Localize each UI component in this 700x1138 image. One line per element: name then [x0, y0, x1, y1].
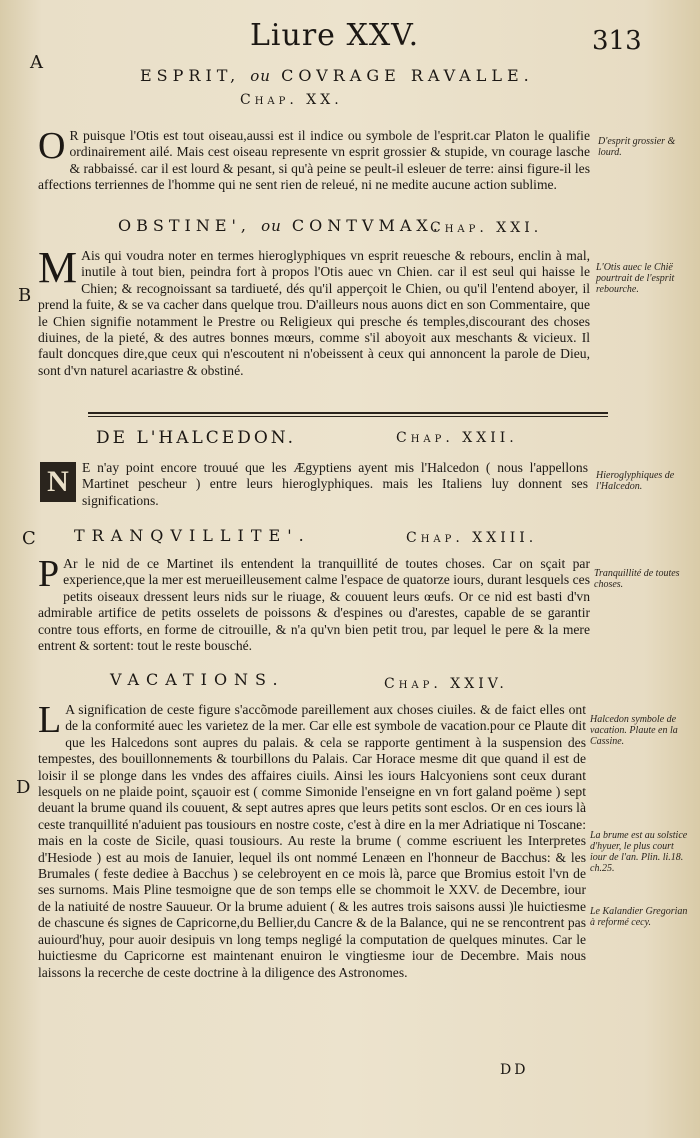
section-title: DE L'HALCEDON.: [96, 428, 296, 448]
margin-note: Tranquillité de toutes choses.: [594, 568, 680, 590]
signature-mark: DD: [500, 1062, 529, 1078]
margin-letter-a: A: [30, 52, 43, 73]
margin-note: L'Otis auec le Chië pourtrait de l'esprit rebourche.: [596, 262, 675, 295]
margin-letter-b: B: [18, 285, 32, 306]
chapter-heading: Chap. XXII.: [396, 430, 518, 446]
drop-cap: O: [38, 125, 66, 167]
page-number: 313: [592, 26, 642, 56]
chapter-heading: Chap. XXI.: [430, 220, 543, 236]
margin-note: La brume est au solstice d'hyuer, le plus court iour de l'an. Plin. li.18. ch.25.: [590, 830, 688, 874]
drop-cap: P: [38, 553, 60, 595]
section-title: TRANQVILLITE'.: [74, 526, 311, 545]
margin-letter-d: D: [16, 777, 31, 798]
margin-note: Le Kalandier Gregorian à reformé cecy.: [590, 906, 688, 928]
section-title: VACATIONS.: [110, 670, 285, 689]
drop-cap: L: [38, 699, 62, 741]
margin-note: D'esprit grossier & lourd.: [598, 136, 676, 158]
paragraph: O R puisque l'Otis est tout oiseau,aussi est il indice ou symbole de l'esprit.car Platon le qualifie ordinairement ailé. Mais cest oiseau represente vn esprit grossier & stupide, vn courage lasche & rabbaissé. car il est lourd & pesant, si qu'à peine se peult-il esleuer de terre: ainsi figure-il les affections terriennes de l'homme qui ne sent rien de releué, ni ne medite aucune action sublime.: [38, 125, 590, 193]
chapter-heading: Chap. XXIV.: [384, 676, 508, 692]
paragraph: N E n'ay point encore trouué que les Ægyptiens ayent mis l'Halcedon ( nous l'appellons Martinet pescheur ) entre leurs hieroglyphiques. mais les Italiens luy donnent ses significations.: [40, 460, 588, 509]
divider-rule: [88, 416, 608, 417]
drop-cap: M: [38, 243, 78, 292]
divider-rule: [88, 412, 608, 414]
margin-letter-c: C: [22, 528, 36, 549]
paragraph: P Ar le nid de ce Martinet ils entendent la tranquillité de toutes choses. Car on sçait par experience,que la mer est merueilleusement calme l'espace de quatorze iours, durant lesquels ces petits oiseaux dressent leurs nids sur le riuage, & couuent leurs œufs. Or ce nid est basti d'vn admirable artifice de petits osselets de poissons & d'espines ou d'arestes, capable de se garantir contre tous efforts, en forme de citrouille, & n'a qu'vn bien petit trou, par lequel le pere & la mere entrent & sortent: tout le reste bousché.: [38, 553, 590, 654]
chapter-heading: Chap. XX.: [240, 92, 343, 108]
margin-note: Halcedon symbole de vacation. Plaute en la Cassine.: [590, 714, 678, 747]
chapter-heading: Chap. XXIII.: [406, 530, 538, 546]
section-title: OBSTINE', ou CONTVMAX.: [118, 216, 443, 235]
paragraph: L A signification de ceste figure s'accõmode pareillement aux choses ciuiles. & de faict elles ont de la conformité auec les varietez de la mer. Car elle est symbole de vacation.pour ce Plaute dit que les Halcedons sont aupres du palais. & cela se rapporte gentiment à la suspension des tempestes, des bouillonnements & tourbillons du Palais. Car Horace mesme dit que quand il est de loisir il se plonge dans les vndes des affaires ciuils. Ainsi les iours Halcyoniens sont ceux durant lesquels on ne plaide point, sçauoir est ( comme Simonide l'enseigne en vn fort galand poëme ) sept deuant la brume quand ils couuent, & sept autres apres que leurs petits sont esclos. Or en ces iours là ceste tranquillité n'aduient pas tousiours en nostre coste, c'est à dire en la mer Adriatique ni Toscane: mais en la coste de Sicile, quasi tousiours. Au reste la brume ( comme escriuent les Interpretes d'Hesiode ) est au mois de Ianuier, lequel ils ont nommé Lenæen en l'honneur de Bacchus: & les Brumales ( feste dediee à Bacchus ) se celebroyent en ce mois là, parce que Bromius estoit l'vn de ses surnoms. Mais Pline tesmoigne que de son temps elle se chommoit le XXV. de Decembre, iour de la natiuité de nostre Sauueur. Or la brume aduient ( & les autres trois saisons aussi )le huictiesme de chascune és signes de Capricorne,du Bellier,du Cancre & de la Balance, qui ne se rencontrent pas auiourd'huy, pour auoir desipuis vn long temps negligé la computation de quelques minutes. Car le huictiesme du Capricorne est maintenant enuiron le vingtiesme iour de Decembre. Mais nous laissons la recerche de ceste doctrine à la diligence des Astronomes.: [38, 699, 586, 980]
running-head: Liure XXV.: [250, 18, 420, 53]
paragraph: M Ais qui voudra noter en termes hieroglyphiques vn esprit reuesche & rebours, enclin à mal, inutile à tout bien, peindra fort à propos l'Otis auec vn Chien. car il est seul qui haisse le Chien; & recognoissant sa tardiueté, dés qu'il apperçoit le Chien, ou qu'il l'entend aboyer, il prend la fuite, & se va cacher dans quelque trou. D'ailleurs nous auons dict en son Commentaire, que le Chien signifie notamment le Prestre ou Religieux qui presche és temples,discourant des choses diuines, de la pieté, & des autres bonnes mœurs, comme s'il aboyoit aux meschants & vicieux. Il fault doncques dire,que ceux qui n'escoutent ni n'obeissent à ceux qui annoncent la parole de Dieu, sont d'vn naturel acariastre & obstiné.: [38, 243, 590, 378]
margin-note: Hieroglyphiques de l'Halcedon.: [596, 470, 675, 492]
section-title: ESPRIT, ou COVRAGE RAVALLE.: [140, 66, 534, 85]
ornamented-initial: N: [40, 462, 76, 502]
